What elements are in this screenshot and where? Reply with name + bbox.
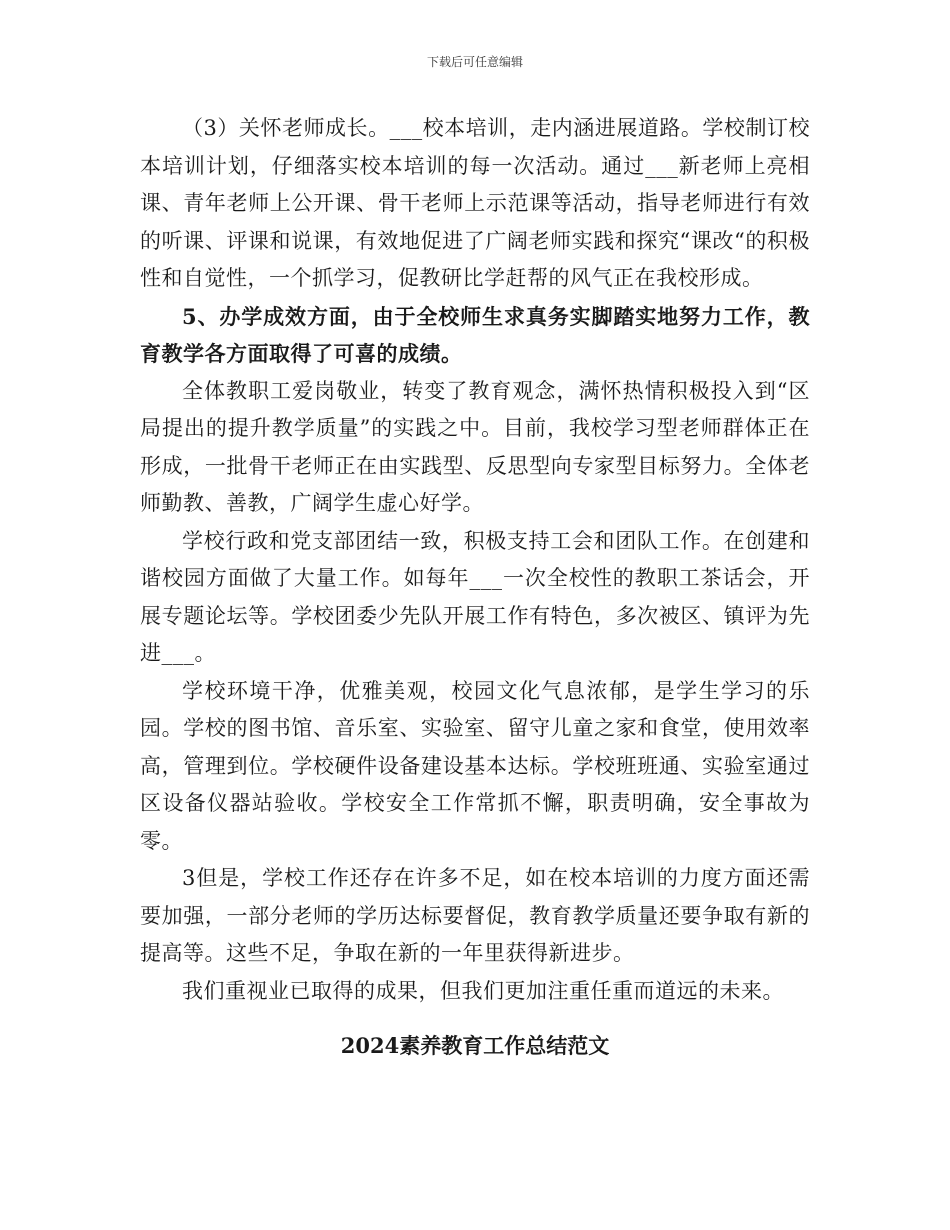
paragraph-achievements-heading: 5、办学成效方面，由于全校师生求真务实脚踏实地努力工作，教育教学各方面取得了可喜的成绩。	[140, 303, 810, 366]
paragraph-teacher-growth: （3）关怀老师成长。___校本培训，走内涵进展道路。学校制订校本培训计划，仔细落实校本培训的每一次活动。通过___新老师上亮相课、青年老师上公开课、骨干老师上示范课等活动，指导老师进行有效的听课、评课和说课，有效地促进了广阔老师实践和探究“课改“的积极性和自觉性，一个抓学习，促教研比学赶帮的风气正在我校形成。	[140, 116, 810, 290]
page-header: 下载后可任意编辑	[426, 55, 523, 69]
paragraph-environment: 学校环境干净，优雅美观，校园文化气息浓郁，是学生学习的乐园。学校的图书馆、音乐室、实验室、留守儿童之家和食堂，使用效率高，管理到位。学校硬件设备建设基本达标。学校班班通、实验室通过区设备仪器站验收。学校安全工作常抓不懈，职责明确，安全事故为零。	[140, 678, 810, 853]
paragraph-shortcomings: 3但是，学校工作还存在许多不足，如在校本培训的力度方面还需要加强，一部分老师的学历达标要督促，教育教学质量还要争取有新的提高等。这些不足，争取在新的一年里获得新进步。	[140, 866, 810, 965]
paragraph-administration: 学校行政和党支部团结一致，积极支持工会和团队工作。在创建和谐校园方面做了大量工作。如每年___一次全校性的教职工茶话会，开展专题论坛等。学校团委少先队开展工作有特色，多次被区、镇评为先进___。	[140, 528, 810, 665]
document-body	[140, 110, 810, 1065]
paragraph-staff: 全体教职工爱岗敬业，转变了教育观念，满怀热情积极投入到“区局提出的提升教学质量”的实践之中。目前，我校学习型老师群体正在形成，一批骨干老师正在由实践型、反思型向专家型目标努力。全体老师勤教、善教，广阔学生虚心好学。	[140, 378, 810, 515]
paragraph-closing: 我们重视业已取得的成果，但我们更加注重任重而道远的未来。	[182, 978, 784, 1003]
next-section-title: 2024素养教育工作总结范文	[340, 1033, 610, 1058]
